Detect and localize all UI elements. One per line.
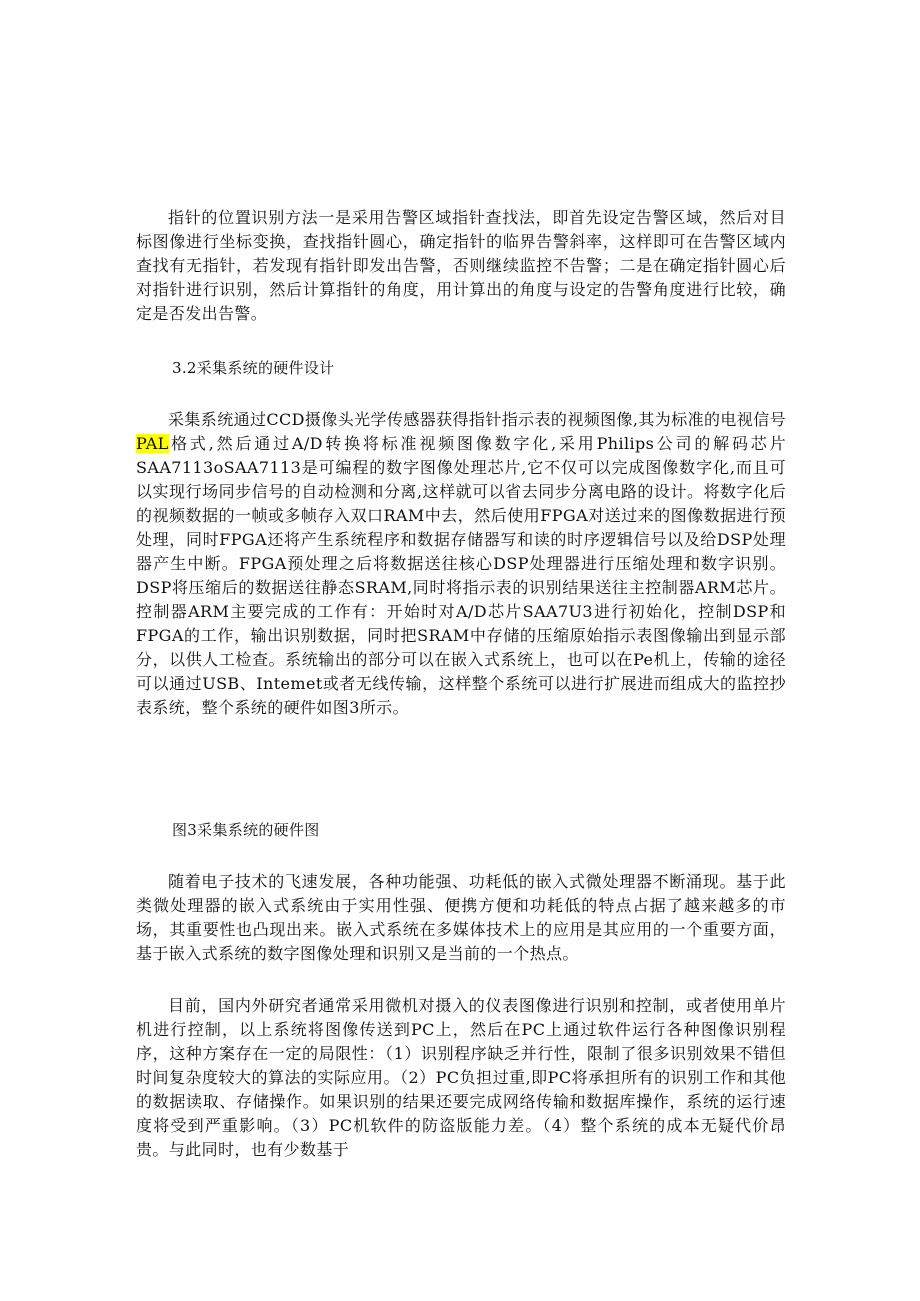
document-page [136, 206, 786, 1162]
section-heading-3-2: 3.2采集系统的硬件设计 [172, 359, 335, 377]
figure-3-caption: 图3采集系统的硬件图 [172, 821, 320, 839]
highlighted-text-pal: PAL [136, 434, 169, 453]
paragraph-embedded-development: 随着电子技术的飞速发展，各种功能强、功耗低的嵌入式微处理器不断涌现。基于此类微处理器的嵌入式系统由于实用性强、便携方便和功耗低的特点占据了越来越多的市场，其重要性也凸现出来。嵌入式系统在多媒体技术上的应用是其应用的一个重要方面，基于嵌入式系统的数字图像处理和识别又是当前的一个热点。 [136, 872, 786, 963]
paragraph-current-research: 目前，国内外研究者通常采用微机对摄入的仪表图像进行识别和控制，或者使用单片机进行控制，以上系统将图像传送到PC上，然后在PC上通过软件运行各种图像识别程序，这种方案存在一定的局限性：（1）识别程序缺乏并行性，限制了很多识别效果不错但时间复杂度较大的算法的实际应用。（2）PC负担过重,即PC将承担所有的识别工作和其他的数据读取、存储操作。如果识别的结果还要完成网络传输和数据库操作，系统的运行速度将受到严重影响。（3）PC机软件的防盗版能力差。（4）整个系统的成本无疑代价昂贵。与此同时，也有少数基于 [136, 996, 786, 1159]
paragraph-pointer-recognition: 指针的位置识别方法一是采用告警区域指针查找法，即首先设定告警区域，然后对目标图像进行坐标变换，查找指针圆心，确定指针的临界告警斜率，这样即可在告警区域内查找有无指针，若发现有指针即发出告警，否则继续监控不告警；二是在确定指针圆心后对指针进行识别，然后计算指针的角度，用计算出的角度与设定的告警角度进行比较，确定是否发出告警。 [136, 208, 786, 323]
paragraph-hardware-design-part1: 采集系统通过CCD摄像头光学传感器获得指针指示表的视频图像,其为标准的电视信号 [168, 410, 786, 429]
paragraph-hardware-design [136, 408, 786, 720]
paragraph-hardware-design-part2: 格式,然后通过A/D转换将标准视频图像数字化,采用Philips公司的解码芯片SAA7113oSAA7113是可编程的数字图像处理芯片,它不仅可以完成图像数字化,而且可以实现行场同步信号的自动检测和分离,这样就可以省去同步分离电路的设计。将数字化后的视频数据的一帧或多帧存入双口RAM中去，然后使用FPGA对送过来的图像数据进行预处理，同时FPGA还将产生系统程序和数据存储器写和读的时序逻辑信号以及给DSP处理器产生中断。FPGA预处理之后将数据送往核心DSP处理器进行压缩处理和数字识别。DSP将压缩后的数据送往静态SRAM,同时将指示表的识别结果送往主控制器ARM芯片。控制器ARM主要完成的工作有：开始时对A/D芯片SAA7U3进行初始化，控制DSP和FPGA的工作，输出识别数据，同时把SRAM中存储的压缩原始指示表图像输出到显示部分，以供人工检查。系统输出的部分可以在嵌入式系统上，也可以在Pe机上，传输的途径可以通过USB、Intemet或者无线传输，这样整个系统可以进行扩展进而组成大的监控抄表系统，整个系统的硬件如图3所示。 [136, 434, 786, 717]
